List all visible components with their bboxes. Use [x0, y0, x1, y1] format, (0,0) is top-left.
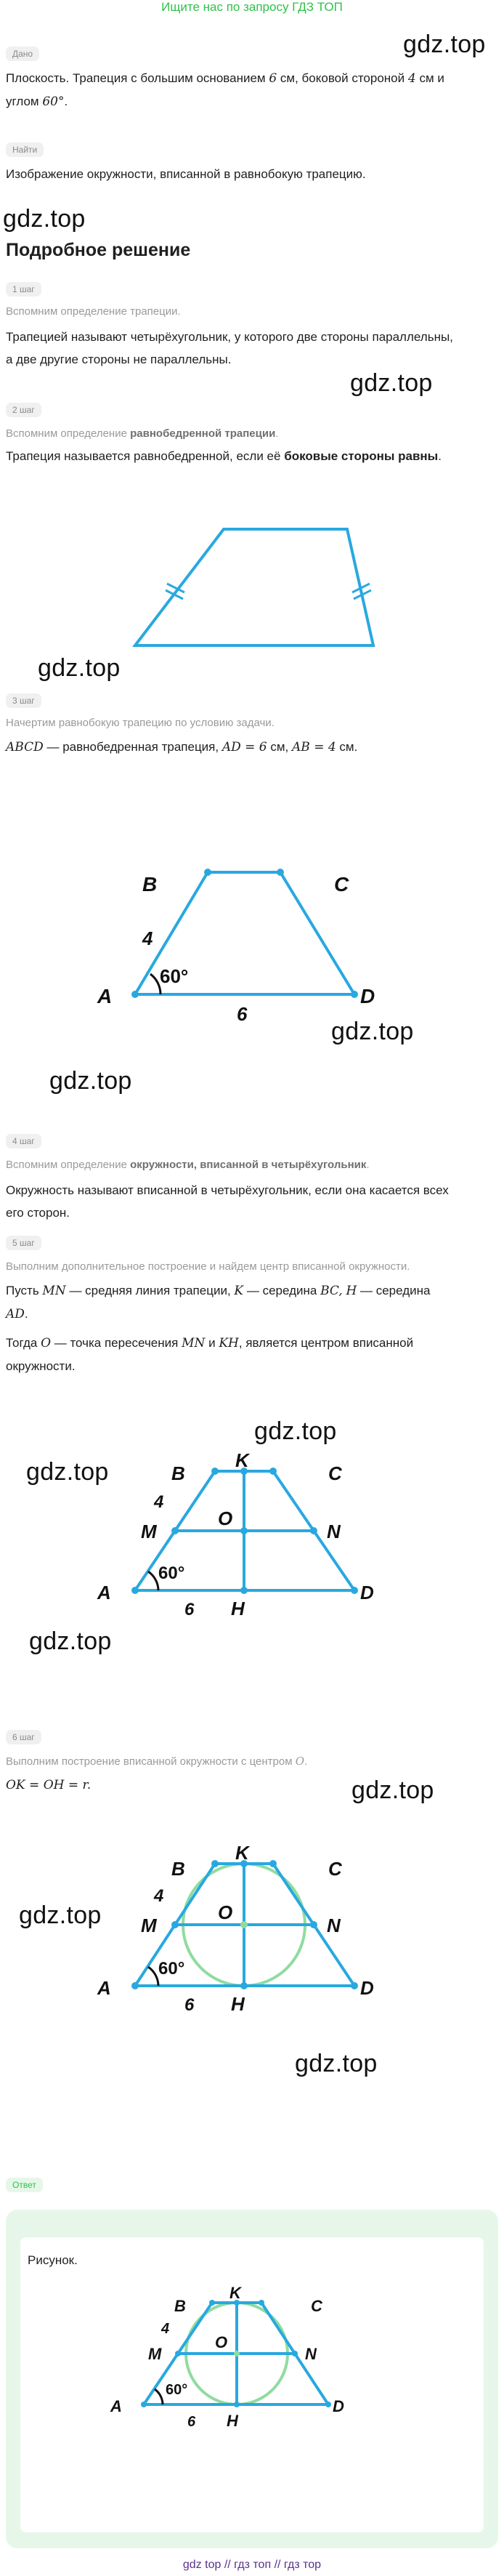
label-M: M	[148, 2345, 162, 2363]
vertex-point	[269, 1468, 277, 1475]
label-A: A	[110, 2397, 122, 2415]
step-text: Трапеция называется равнобедренной, если её боковые стороны равны.	[6, 449, 442, 463]
label-D: D	[360, 1582, 374, 1603]
footer-links[interactable]: gdz top // гдз топ // гдз тор	[182, 2559, 322, 2571]
vertex-point	[240, 1587, 248, 1594]
angle-arc	[148, 1967, 158, 1986]
label-C: C	[311, 2297, 322, 2315]
vertex-point	[325, 2402, 331, 2407]
watermark: gdz.top	[350, 369, 433, 397]
watermark: gdz.top	[29, 1627, 112, 1655]
given-text: Плоскость. Трапеция с большим основанием 6 см, боковой стороной 4 см и углом 60°.	[6, 71, 444, 109]
trapezoid-midline-figure	[87, 1449, 407, 1621]
label-O: O	[218, 1508, 233, 1529]
angle-arc	[155, 2389, 163, 2404]
answer-badge: Ответ	[6, 2178, 43, 2192]
label-N: N	[305, 2345, 317, 2363]
label-base: 6	[237, 1003, 248, 1025]
label-M: M	[141, 1915, 157, 1936]
vertex-point	[240, 1982, 248, 1989]
label-B: B	[171, 1858, 185, 1880]
angle-arc	[150, 974, 160, 994]
vertex-point	[211, 1860, 219, 1867]
label-C: C	[328, 1858, 342, 1880]
label-A: A	[97, 1582, 111, 1603]
label-C: C	[334, 873, 349, 895]
step-text: Окружность называют вписанной в четырёхугольник, если она касается всех его сторон.	[6, 1183, 449, 1220]
vertex-point	[204, 869, 211, 876]
vertex-point	[131, 1587, 139, 1594]
watermark: gdz.top	[3, 205, 86, 233]
label-side: 4	[154, 1492, 164, 1512]
vertex-point	[141, 2402, 147, 2407]
top-banner[interactable]: Ищите нас по запросу ГДЗ ТОП	[161, 0, 343, 14]
label-D: D	[360, 985, 375, 1007]
inscribed-circle-figure	[87, 1840, 407, 2015]
vertex-point	[292, 2351, 298, 2356]
step-text: Пусть MN — средняя линия трапеции, K — середина BC, H — середина AD.	[6, 1284, 431, 1321]
trapezoid-abcd-figure	[87, 858, 407, 1025]
watermark: gdz.top	[403, 31, 486, 58]
label-K: K	[235, 1842, 249, 1864]
center-point-o	[240, 1921, 248, 1928]
label-base: 6	[184, 1600, 195, 1619]
label-H: H	[231, 1598, 245, 1619]
step-hint: Начертим равнобокую трапецию по условию задачи.	[6, 717, 275, 729]
label-O: O	[215, 2333, 228, 2351]
step-badge: 6 шаг	[6, 1730, 41, 1744]
vertex-point	[277, 869, 284, 876]
label-A: A	[97, 1977, 111, 1999]
given-badge: Дано	[6, 47, 39, 61]
label-O: O	[218, 1901, 233, 1923]
label-K: K	[229, 2284, 241, 2302]
label-H: H	[227, 2412, 238, 2430]
solution-title: Подробное решение	[6, 240, 191, 260]
step-badge: 5 шаг	[6, 1236, 41, 1250]
step-badge: 3 шаг	[6, 693, 41, 708]
label-angle: 60°	[158, 1959, 185, 1979]
vertex-point	[269, 1860, 277, 1867]
label-angle: 60°	[166, 2382, 188, 2398]
label-D: D	[333, 2397, 344, 2415]
label-base: 6	[184, 1995, 195, 2015]
vertex-point	[171, 1527, 179, 1534]
vertex-point	[171, 1921, 179, 1928]
step-hint: Выполним дополнительное построение и найдем центр вписанной окружности.	[6, 1260, 410, 1273]
watermark: gdz.top	[19, 1901, 102, 1929]
label-B: B	[171, 1462, 185, 1484]
vertex-point	[310, 1527, 317, 1534]
step-text: Тогда O — точка пересечения MN и KH, является центром вписанной окружности.	[6, 1336, 414, 1373]
step-badge: 1 шаг	[6, 282, 41, 297]
trapezoid-shape	[135, 529, 373, 645]
label-side: 4	[154, 1886, 164, 1906]
answer-text: Рисунок.	[28, 2253, 78, 2267]
label-angle: 60°	[158, 1563, 185, 1583]
step-hint: Вспомним определение трапеции.	[6, 305, 181, 318]
watermark: gdz.top	[351, 1776, 434, 1804]
label-H: H	[231, 1993, 245, 2015]
step-badge: 4 шаг	[6, 1134, 41, 1148]
label-side: 4	[161, 2321, 170, 2337]
vertex-point	[351, 1587, 358, 1594]
vertex-point	[351, 1982, 358, 1989]
label-M: M	[141, 1521, 157, 1542]
label-base: 6	[187, 2414, 196, 2430]
step-badge: 2 шаг	[6, 403, 41, 417]
label-A: A	[97, 985, 113, 1007]
vertex-point	[131, 991, 139, 998]
step-hint: Вспомним определение равнобедренной трапеции.	[6, 427, 279, 440]
vertex-point	[175, 2351, 181, 2356]
vertex-point	[234, 2402, 240, 2407]
vertex-point	[209, 2300, 215, 2306]
vertex-point	[131, 1982, 139, 1989]
watermark: gdz.top	[26, 1458, 109, 1486]
watermark: gdz.top	[331, 1018, 414, 1045]
angle-arc	[148, 1571, 158, 1590]
find-badge: Найти	[6, 142, 44, 157]
step-text: ABCD — равнобедренная трапеция, AD = 6 см, AB = 4 см.	[6, 740, 358, 754]
vertex-point	[259, 2300, 264, 2306]
isosceles-trapezoid-figure	[123, 523, 378, 654]
step-formula: OK = OH = r.	[6, 1778, 92, 1792]
label-N: N	[327, 1521, 341, 1542]
vertex-point	[211, 1468, 219, 1475]
label-K: K	[235, 1449, 249, 1471]
watermark: gdz.top	[254, 1417, 337, 1445]
step-hint: Вспомним определение окружности, вписанной в четырёхугольник.	[6, 1159, 370, 1171]
step-hint: Выполним построение вписанной окружности с центром O.	[6, 1755, 308, 1768]
label-B: B	[174, 2297, 186, 2315]
watermark: gdz.top	[38, 654, 121, 682]
label-C: C	[328, 1462, 342, 1484]
vertex-point	[351, 991, 358, 998]
watermark: gdz.top	[49, 1067, 132, 1095]
step-text: Трапецией называют четырёхугольник, у которого две стороны параллельны, а две другие стороны не параллельны.	[6, 330, 453, 366]
label-side: 4	[142, 927, 153, 949]
vertex-point	[310, 1921, 317, 1928]
label-N: N	[327, 1915, 341, 1936]
answer-figure	[102, 2284, 378, 2429]
find-text: Изображение окружности, вписанной в равнобокую трапецию.	[6, 167, 366, 181]
watermark: gdz.top	[295, 2050, 378, 2077]
label-D: D	[360, 1977, 374, 1999]
center-point-o	[234, 2351, 240, 2356]
vertex-point	[240, 1527, 248, 1534]
label-angle: 60°	[160, 965, 189, 987]
label-B: B	[142, 873, 158, 895]
